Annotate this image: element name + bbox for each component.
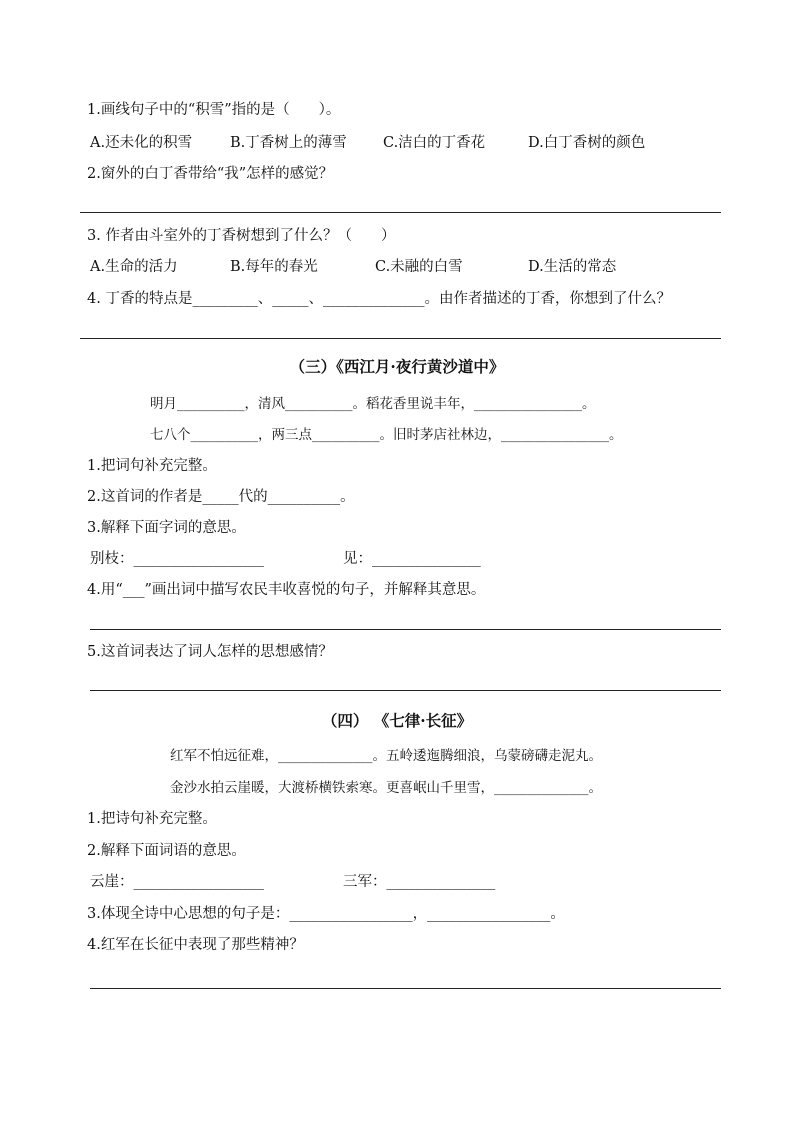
question-3: 3.体现全诗中心思想的句子是：_________________，_________________。 — [87, 906, 565, 922]
poem-line-1: 明月__________，清风__________。稻花香里说丰年，________________。 — [150, 396, 596, 412]
question-4: 4. 丁香的特点是_________、_____、______________。由作者描述的丁香，你想到了什么？ — [87, 291, 671, 307]
term-yunya: 云崖：__________________ — [90, 874, 264, 890]
option-b[interactable]: B.每年的春光 — [230, 259, 318, 275]
term-sanjun: 三军：_______________ — [343, 874, 496, 890]
question-2: 2.这首词的作者是_____代的__________。 — [87, 489, 355, 505]
question-4: 4.用“___”画出词中描写农民丰收喜悦的句子，并解释其意思。 — [87, 582, 486, 598]
question-1: 1.把诗句补充完整。 — [87, 811, 217, 827]
question-3: 3. 作者由斗室外的丁香树想到了什么？（ ） — [87, 228, 396, 244]
question-2: 2.窗外的白丁香带给“我”怎样的感觉？ — [87, 166, 334, 182]
option-a[interactable]: A.生命的活力 — [90, 259, 178, 275]
answer-line[interactable] — [90, 988, 721, 989]
section-title-changzheng: （四） 《七律·长征》 — [321, 711, 473, 730]
term-jian: 见：_______________ — [343, 551, 481, 567]
option-a[interactable]: A.还未化的积雪 — [90, 135, 193, 151]
term-biezhi: 别枝：__________________ — [90, 551, 264, 567]
option-d[interactable]: D.生活的常态 — [528, 259, 617, 275]
question-3: 3.解释下面字词的意思。 — [87, 520, 246, 536]
question-1: 1.画线句子中的“积雪”指的是（ ）。 — [87, 102, 341, 118]
option-c[interactable]: C.未融的白雪 — [375, 259, 463, 275]
poem-line-1: 红军不怕远征难，______________。五岭逶迤腾细浪，乌蒙磅礴走泥丸。 — [170, 748, 602, 764]
poem-line-2: 金沙水拍云崖暖，大渡桥横铁索寒。更喜岷山千里雪，______________。 — [170, 780, 602, 796]
question-1: 1.把词句补充完整。 — [87, 458, 217, 474]
section-title-xijiangyue: （三）《西江月·夜行黄沙道中》 — [289, 357, 505, 376]
option-c[interactable]: C.洁白的丁香花 — [383, 135, 486, 151]
answer-line[interactable] — [80, 212, 721, 213]
option-d[interactable]: D.白丁香树的颜色 — [528, 135, 646, 151]
poem-line-2: 七八个__________，两三点__________。旧时茅店社林边，________________。 — [150, 427, 623, 443]
answer-line[interactable] — [90, 629, 721, 630]
answer-line[interactable] — [90, 690, 721, 691]
answer-line[interactable] — [80, 338, 721, 339]
question-2: 2.解释下面词语的意思。 — [87, 843, 246, 859]
question-5: 5.这首词表达了词人怎样的思想感情？ — [87, 644, 333, 660]
question-4: 4.红军在长征中表现了那些精神？ — [87, 937, 304, 953]
option-b[interactable]: B.丁香树上的薄雪 — [230, 135, 347, 151]
